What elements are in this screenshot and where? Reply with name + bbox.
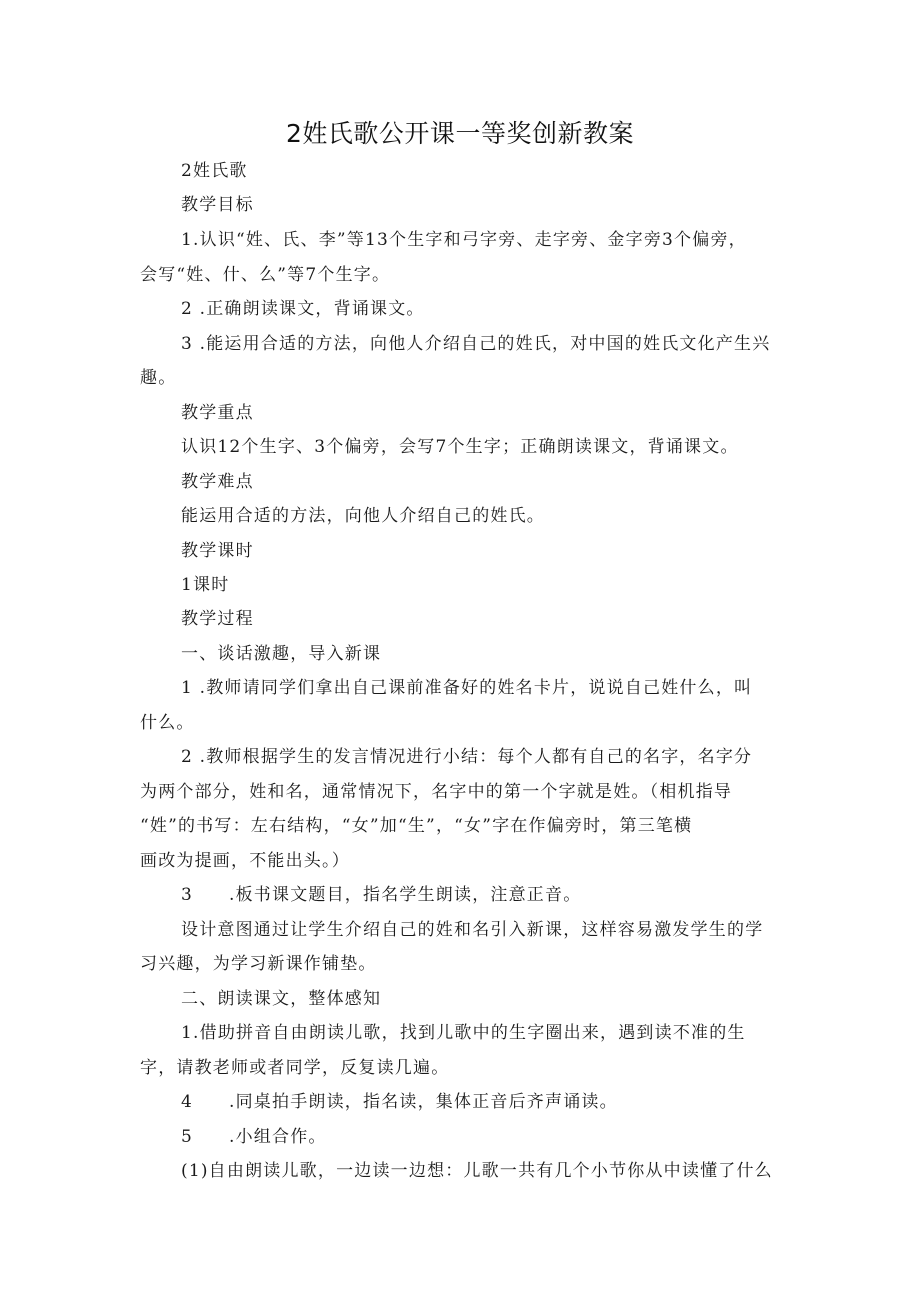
text-line: 设计意图通过让学生介绍自己的姓和名引入新课，这样容易激发学生的学 <box>181 920 764 940</box>
item-number: 3 <box>181 885 194 905</box>
item-number: 4 <box>181 1092 194 1112</box>
text-line: 趣。 <box>140 368 177 388</box>
text-line: 认识12个生字、3个偏旁，会写7个生字；正确朗读课文，背诵课文。 <box>181 437 739 457</box>
document-title: 2姓氏歌公开课一等奖创新教案 <box>286 119 634 148</box>
text-line: (1)自由朗读儿歌，一边读一边想：儿歌一共有几个小节你从中读懂了什么 <box>181 1161 773 1181</box>
text-line: 1.认识“姓、氏、李”等13个生字和弓字旁、走字旁、金字旁3个偏旁， <box>181 230 747 250</box>
text-line: 3 .能运用合适的方法，向他人介绍自己的姓氏，对中国的姓氏文化产生兴 <box>181 334 771 354</box>
text-line: 2 .正确朗读课文，背诵课文。 <box>181 299 425 319</box>
text-line: 为两个部分，姓和名，通常情况下，名字中的第一个字就是姓。（相机指导 <box>140 782 733 802</box>
item-text: .板书课文题目，指名学生朗读，注意正音。 <box>229 885 582 905</box>
section-heading: 教学课时 <box>181 541 254 561</box>
text-line: 1 .教师请同学们拿出自己课前准备好的姓名卡片，说说自己姓什么，叫 <box>181 678 753 698</box>
section-heading: 教学过程 <box>181 609 254 629</box>
item-text: .小组合作。 <box>229 1127 327 1147</box>
text-line: 1课时 <box>181 575 230 595</box>
subsection-heading: 一、谈话激趣，导入新课 <box>181 644 382 664</box>
subsection-heading: 二、朗读课文，整体感知 <box>181 989 382 1009</box>
text-line: 什么。 <box>140 713 195 733</box>
item-number: 5 <box>181 1127 194 1147</box>
text-line: 1.借助拼音自由朗读儿歌，找到儿歌中的生字圈出来，遇到读不准的生 <box>181 1023 746 1043</box>
text-line: 2 .教师根据学生的发言情况进行小结：每个人都有自己的名字，名字分 <box>181 747 753 767</box>
section-heading: 教学难点 <box>181 472 254 492</box>
text-line <box>181 1126 327 1148</box>
text-line: 画改为提画，不能出头。） <box>140 851 350 871</box>
text-line: 会写“姓、什、么”等7个生字。 <box>140 265 391 285</box>
section-heading: 教学重点 <box>181 403 254 423</box>
text-line: 能运用合适的方法，向他人介绍自己的姓氏。 <box>181 506 545 526</box>
text-line: “姓”的书写：左右结构，“女”加“生”，“女”字在作偏旁时，第三笔横 <box>140 816 693 836</box>
text-line: 习兴趣，为学习新课作铺垫。 <box>140 954 377 974</box>
text-line <box>181 1091 618 1113</box>
section-heading: 教学目标 <box>181 195 254 215</box>
text-line: 2姓氏歌 <box>181 161 248 181</box>
item-text: .同桌拍手朗读，指名读，集体正音后齐声诵读。 <box>229 1092 618 1112</box>
text-line: 字，请教老师或者同学，反复读几遍。 <box>140 1058 450 1078</box>
text-line <box>181 884 581 906</box>
